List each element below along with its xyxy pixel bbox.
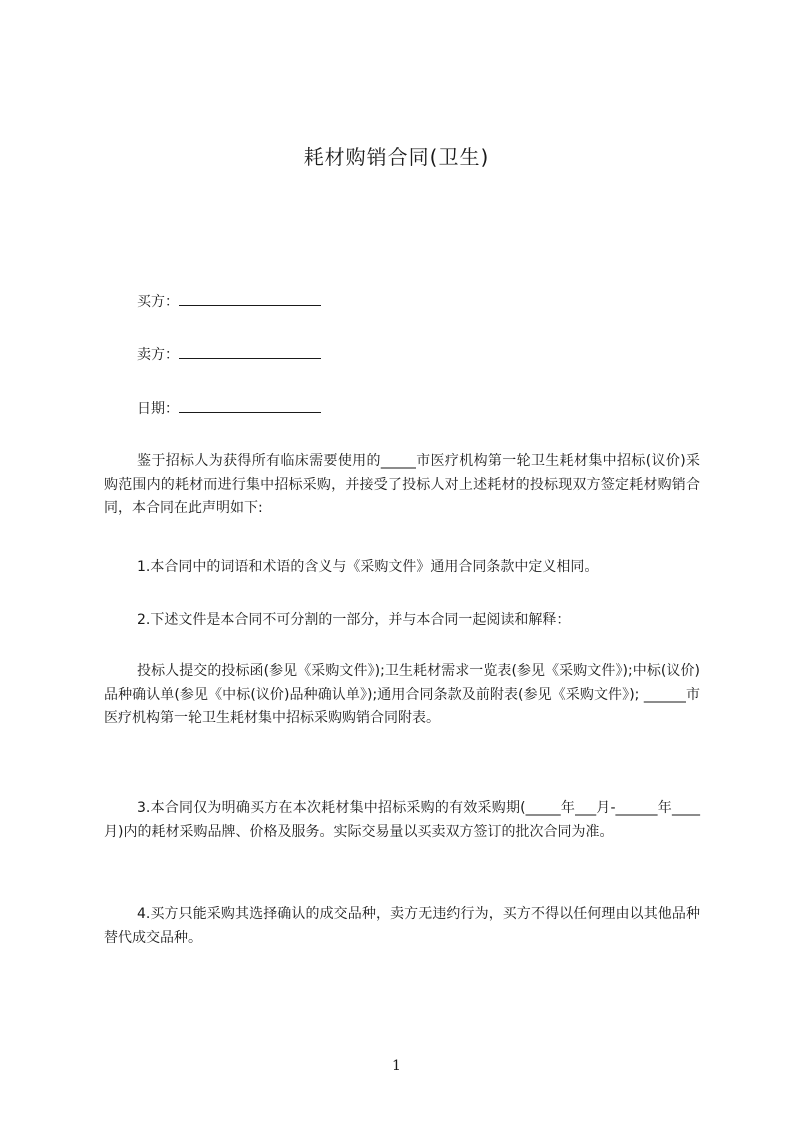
seller-field [137,344,321,365]
seller-label: 卖方： [137,347,179,363]
clause-3: 3.本合同仅为明确买方在本次耗材集中招标采购的有效采购期(_____年___月-______年____月)内的耗材采购品牌、价格及服务。实际交易量以买卖双方签订的批次合同为准。 [104,800,700,840]
seller-blank-line [179,344,321,359]
page-number: 1 [392,1058,401,1074]
buyer-field [137,291,321,312]
buyer-blank-line [179,291,321,306]
clause-2: 2.下述文件是本合同不可分割的一部分，并与本合同一起阅读和解释： [137,612,571,628]
date-blank-line [179,398,321,413]
date-field [137,398,321,419]
document-title: 耗材购销合同(卫生) [303,145,490,169]
clause-1: 1.本合同中的词语和术语的含义与《采购文件》通用合同条款中定义相同。 [137,559,599,575]
buyer-label: 买方： [137,294,179,310]
clause-2-documents: 投标人提交的投标函(参见《采购文件》);卫生耗材需求一览表(参见《采购文件》);中标(议价)品种确认单(参见《中标(议价)品种确认单》);通用合同条款及前附表(参见《采购文件》); ______市医疗机构第一轮卫生耗材集中招标采购购销合同附表。 [104,663,700,726]
clause-4: 4.买方只能采购其选择确认的成交品种，卖方无违约行为，买方不得以任何理由以其他品种替代成交品种。 [104,906,700,946]
intro-paragraph: 鉴于招标人为获得所有临床需要使用的_____市医疗机构第一轮卫生耗材集中招标(议价)采购范围内的耗材而进行集中招标采购，并接受了投标人对上述耗材的投标现双方签定耗材购销合同，本合同在此声明如下: [104,453,700,516]
date-label: 日期： [137,401,179,417]
